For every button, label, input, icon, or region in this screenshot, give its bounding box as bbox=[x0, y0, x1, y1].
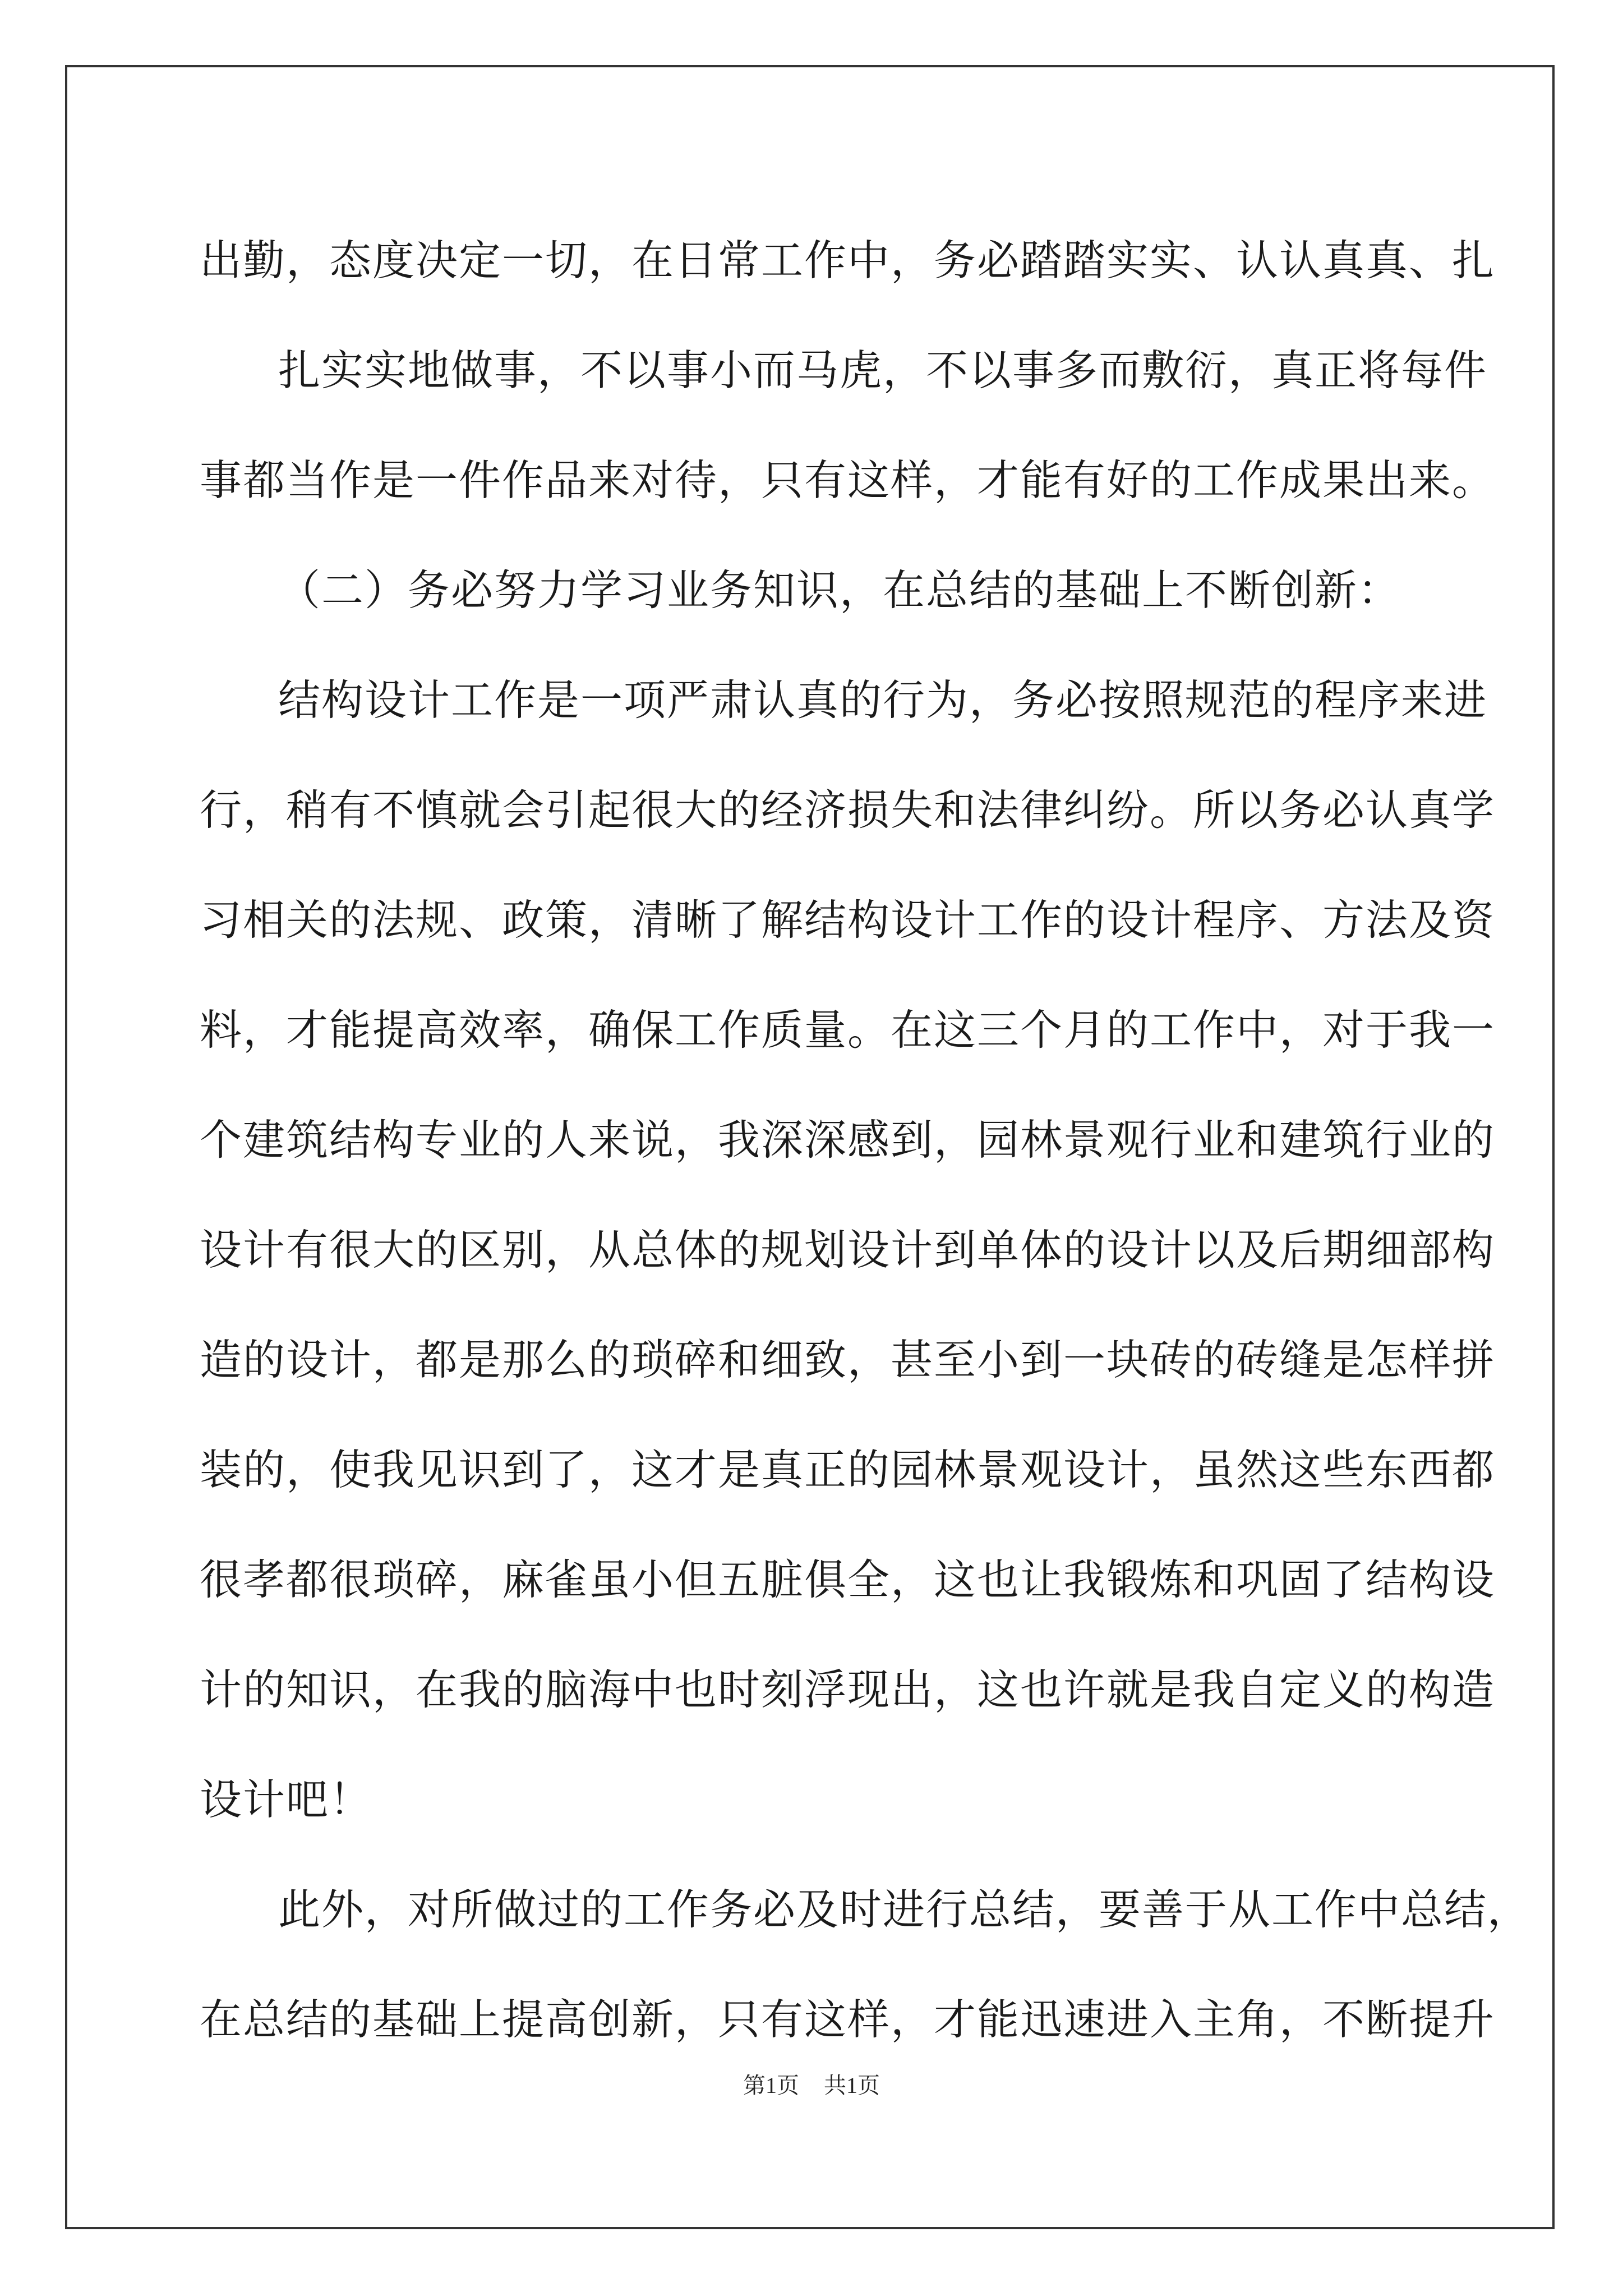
text-line: 行，稍有不慎就会引起很大的经济损失和法律纠纷。所以务必认真学 bbox=[200, 785, 1496, 835]
text-line: 出勤，态度决定一切，在日常工作中，务必踏踏实实、认认真真、扎 bbox=[200, 236, 1496, 285]
text-line: 设计吧！ bbox=[200, 1775, 373, 1824]
document-body bbox=[200, 205, 1531, 2074]
page-number: 第1页 bbox=[743, 2073, 799, 2098]
text-line: 料，才能提高效率，确保工作质量。在这三个月的工作中，对于我一 bbox=[200, 1005, 1496, 1055]
page-total: 共1页 bbox=[824, 2073, 880, 2098]
text-line: 设计有很大的区别，从总体的规划设计到单体的设计以及后期细部构 bbox=[200, 1225, 1496, 1274]
section-heading: （二）务必努力学习业务知识，在总结的基础上不断创新： bbox=[278, 565, 1401, 615]
text-line: 造的设计，都是那么的琐碎和细致，甚至小到一块砖的砖缝是怎样拼 bbox=[200, 1335, 1496, 1384]
text-line: 个建筑结构专业的人来说，我深深感到，园林景观行业和建筑行业的 bbox=[200, 1115, 1496, 1165]
text-line: 此外，对所做过的工作务必及时进行总结，要善于从工作中总结， bbox=[278, 1885, 1531, 1934]
text-line: 习相关的法规、政策，清晰了解结构设计工作的设计程序、方法及资 bbox=[200, 895, 1496, 945]
text-line: 扎实实地做事，不以事小而马虎，不以事多而敷衍，真正将每件 bbox=[278, 346, 1488, 395]
text-line: 装的，使我见识到了，这才是真正的园林景观设计，虽然这些东西都 bbox=[200, 1445, 1496, 1494]
text-line: 计的知识，在我的脑海中也时刻浮现出，这也许就是我自定义的构造 bbox=[200, 1665, 1496, 1714]
page-footer bbox=[0, 2068, 1623, 2100]
text-line: 很孝都很琐碎，麻雀虽小但五脏俱全，这也让我锻炼和巩固了结构设 bbox=[200, 1555, 1496, 1604]
text-line: 事都当作是一件作品来对待，只有这样，才能有好的工作成果出来。 bbox=[200, 455, 1496, 505]
text-line: 在总结的基础上提高创新，只有这样，才能迅速进入主角，不断提升 bbox=[200, 1995, 1496, 2044]
text-line: 结构设计工作是一项严肃认真的行为，务必按照规范的程序来进 bbox=[278, 675, 1488, 725]
